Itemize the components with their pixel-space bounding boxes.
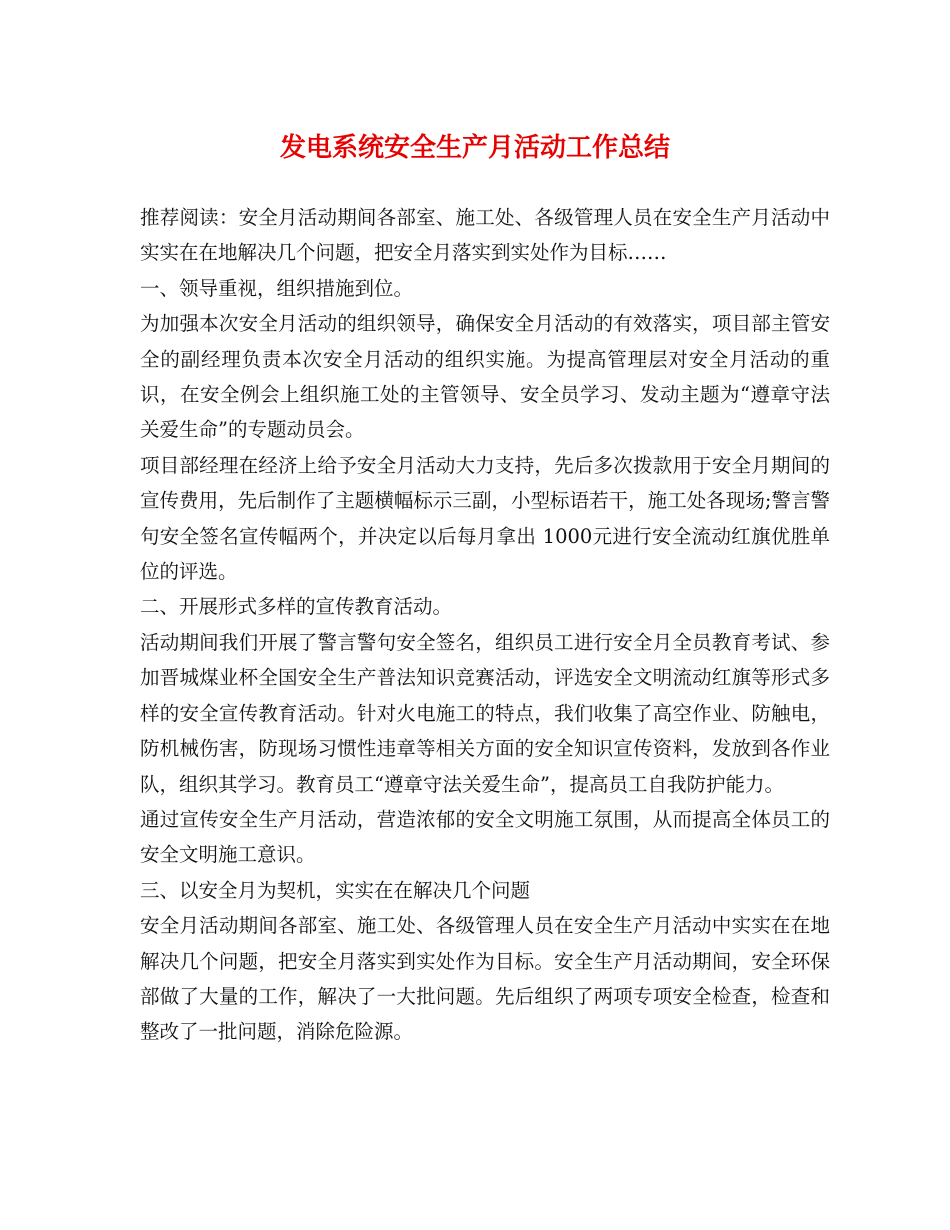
section-heading-1: 一、领导重视，组织措施到位。	[140, 276, 414, 300]
paragraph: 项目部经理在经济上给予安全月活动大力支持，先后多次拨款用于安全月期间的宣传费用，先后制作了主题横幅标示三副，小型标语若干，施工处各现场;警言警句安全签名宣传幅两个，并决定以后每月拿出 1000元进行安全流动红旗优胜单位的评选。	[140, 453, 830, 584]
section-heading-2: 二、开展形式多样的宣传教育活动。	[140, 595, 453, 619]
paragraph: 活动期间我们开展了警言警句安全签名，组织员工进行安全月全员教育考试、参加晋城煤业杯全国安全生产普法知识竞赛活动，评选安全文明流动红旗等形式多样的安全宣传教育活动。针对火电施工的特点，我们收集了高空作业、防触电，防机械伤害，防现场习惯性违章等相关方面的安全知识宣传资料，发放到各作业队，组织其学习。教育员工“遵章守法关爱生命”，提高员工自我防护能力。	[140, 630, 830, 796]
paragraph-recommended-reading: 推荐阅读：安全月活动期间各部室、施工处、各级管理人员在安全生产月活动中实实在在地解决几个问题，把安全月落实到实处作为目标……	[140, 206, 830, 265]
paragraph: 安全月活动期间各部室、施工处、各级管理人员在安全生产月活动中实实在在地解决几个问题，把安全月落实到实处作为目标。安全生产月活动期间，安全环保部做了大量的工作，解决了一大批问题。先后组织了两项专项安全检查，检查和整改了一批问题，消除危险源。	[140, 914, 830, 1044]
section-heading-3: 三、以安全月为契机，实实在在解决几个问题	[140, 878, 531, 902]
paragraph: 通过宣传安全生产月活动，营造浓郁的安全文明施工氛围，从而提高全体员工的安全文明施工意识。	[140, 807, 830, 867]
document-title: 发电系统安全生产月活动工作总结	[279, 133, 670, 163]
document-body	[140, 200, 830, 1050]
paragraph: 为加强本次安全月活动的组织领导，确保安全月活动的有效落实，项目部主管安全的副经理负责本次安全月活动的组织实施。为提高管理层对安全月活动的重识，在安全例会上组织施工处的主管领导、安全员学习、发动主题为“遵章守法关爱生命”的专题动员会。	[140, 312, 830, 442]
